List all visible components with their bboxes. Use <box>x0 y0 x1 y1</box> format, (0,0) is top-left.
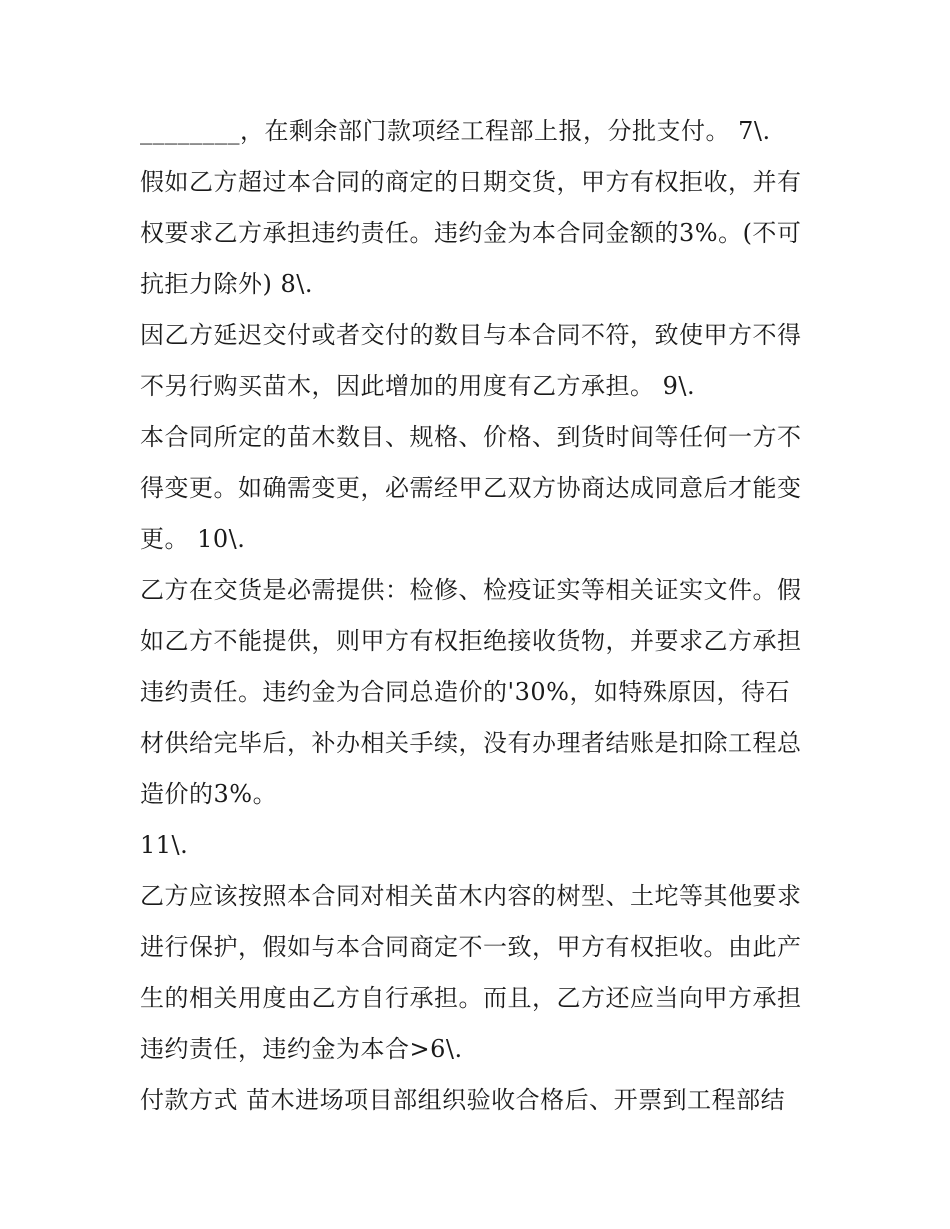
text-line: 违约责任，违约金为本合>6\. <box>140 1035 463 1063</box>
document-body <box>140 106 820 1126</box>
text-line: 权要求乙方承担违约责任。违约金为本合同金额的3%。(不可 <box>140 219 802 247</box>
text-line: 因乙方延迟交付或者交付的数目与本合同不符，致使甲方不得 <box>140 321 802 349</box>
text-line: 违约责任。违约金为合同总造价的'30%，如特殊原因，待石 <box>140 678 790 706</box>
text-line: 假如乙方超过本合同的商定的日期交货，甲方有权拒收，并有 <box>140 168 802 196</box>
text-line: 生的相关用度由乙方自行承担。而且，乙方还应当向甲方承担 <box>140 984 802 1012</box>
text-line: 更。 10\. <box>140 525 246 553</box>
text-line: 如乙方不能提供，则甲方有权拒绝接收货物，并要求乙方承担 <box>140 627 802 655</box>
text-line: ________，在剩余部门款项经工程部上报，分批支付。 7\. <box>140 117 771 145</box>
text-line: 11\. <box>140 831 189 859</box>
text-line: 乙方在交货是必需提供：检修、检疫证实等相关证实文件。假 <box>140 576 802 604</box>
text-line: 得变更。如确需变更，必需经甲乙双方协商达成同意后才能变 <box>140 474 802 502</box>
text-line: 材供给完毕后，补办相关手续，没有办理者结账是扣除工程总 <box>140 729 802 757</box>
text-line: 进行保护，假如与本合同商定不一致，甲方有权拒收。由此产 <box>140 933 802 961</box>
text-line: 付款方式 苗木进场项目部组织验收合格后、开票到工程部结 <box>140 1086 786 1114</box>
text-line: 造价的3%。 <box>140 780 278 808</box>
text-line: 不另行购买苗木，因此增加的用度有乙方承担。 9\. <box>140 372 696 400</box>
text-line: 乙方应该按照本合同对相关苗木内容的树型、土坨等其他要求 <box>140 882 802 910</box>
text-line: 抗拒力除外) 8\. <box>140 270 313 298</box>
text-line: 本合同所定的苗木数目、规格、价格、到货时间等任何一方不 <box>140 423 802 451</box>
